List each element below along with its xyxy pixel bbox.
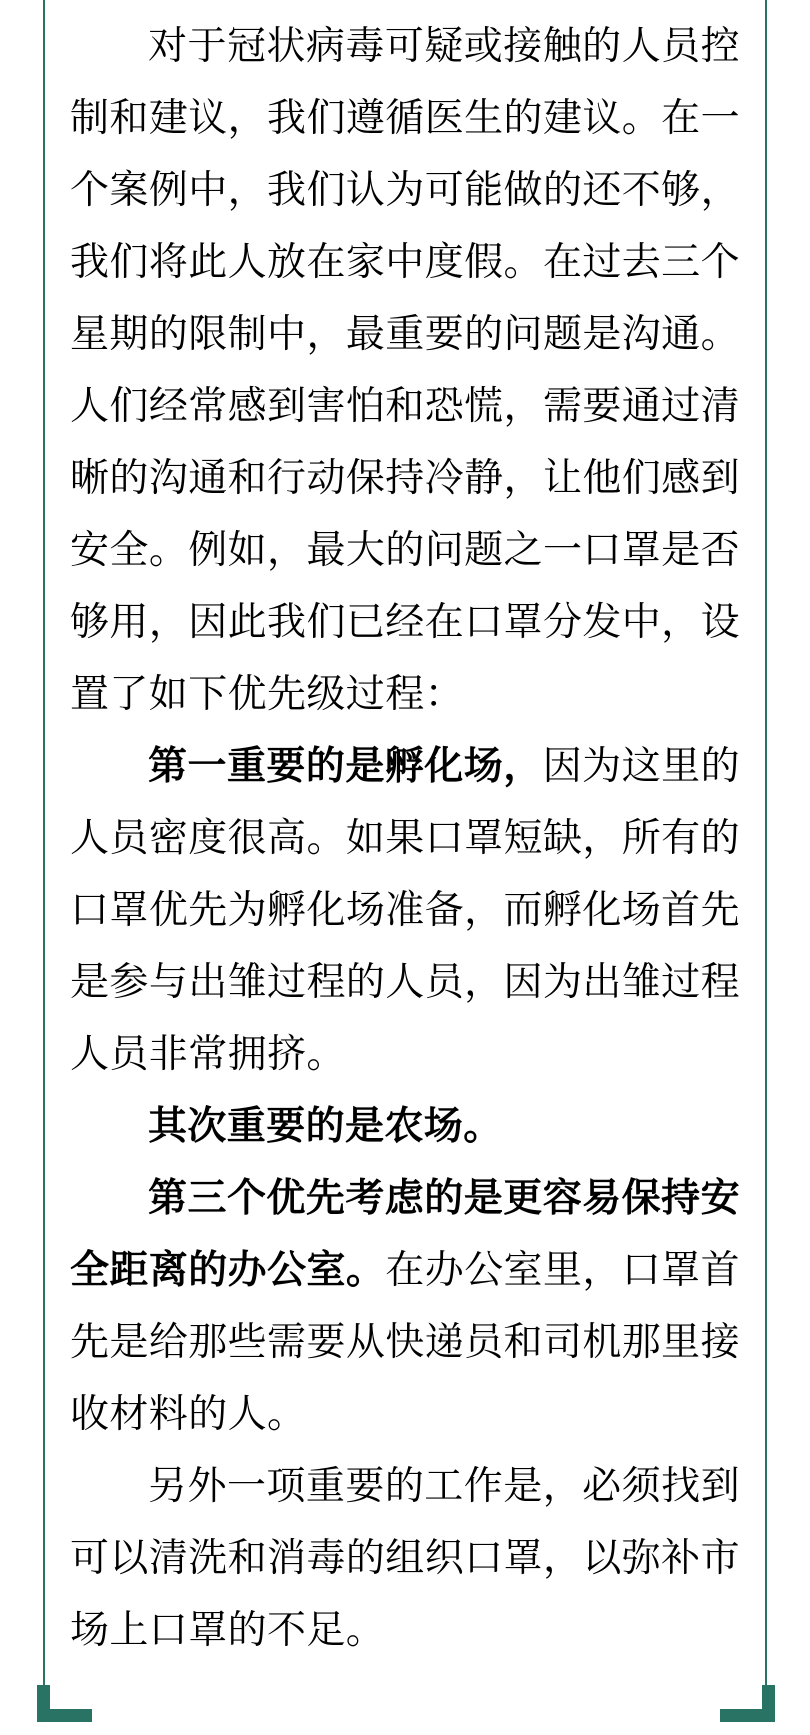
paragraph-intro	[70, 11, 740, 731]
paragraph-priority-1	[70, 731, 740, 1091]
bottom-left-corner-bracket	[37, 1685, 92, 1722]
bottom-right-corner-bracket	[720, 1685, 775, 1722]
text-segment-bold: 第三个优先考虑的是更容易保持安全距离的办公室。	[70, 1177, 740, 1292]
text-segment: 另外一项重要的工作是，必须找到可以清洗和消毒的组织口罩，以弥补市场上口罩的不足。	[70, 1465, 740, 1652]
text-segment: 在办公室里，口罩首先是给那些需要从快递员和司机那里接收材料的人。	[70, 1249, 740, 1436]
text-segment-bold: 其次重要的是农场。	[148, 1105, 503, 1148]
paragraph-priority-2	[70, 1091, 740, 1163]
text-segment: 因为这里的人员密度很高。如果口罩短缺，所有的口罩优先为孵化场准备，而孵化场首先是参与出雏过程的人员，因为出雏过程人员非常拥挤。	[70, 745, 740, 1076]
text-segment-bold: 第一重要的是孵化场，	[148, 745, 543, 788]
paragraph-extra-task	[70, 1451, 740, 1667]
left-border-line	[43, 0, 45, 1686]
article-body	[70, 11, 740, 1667]
paragraph-priority-3	[70, 1163, 740, 1451]
text-segment: 对于冠状病毒可疑或接触的人员控制和建议，我们遵循医生的建议。在一个案例中，我们认为可能做的还不够，我们将此人放在家中度假。在过去三个星期的限制中，最重要的问题是沟通。人们经常感到害怕和恐慌，需要通过清晰的沟通和行动保持冷静，让他们感到安全。例如，最大的问题之一口罩是否够用，因此我们已经在口罩分发中，设置了如下优先级过程：	[70, 25, 740, 716]
right-border-line	[765, 0, 767, 1686]
